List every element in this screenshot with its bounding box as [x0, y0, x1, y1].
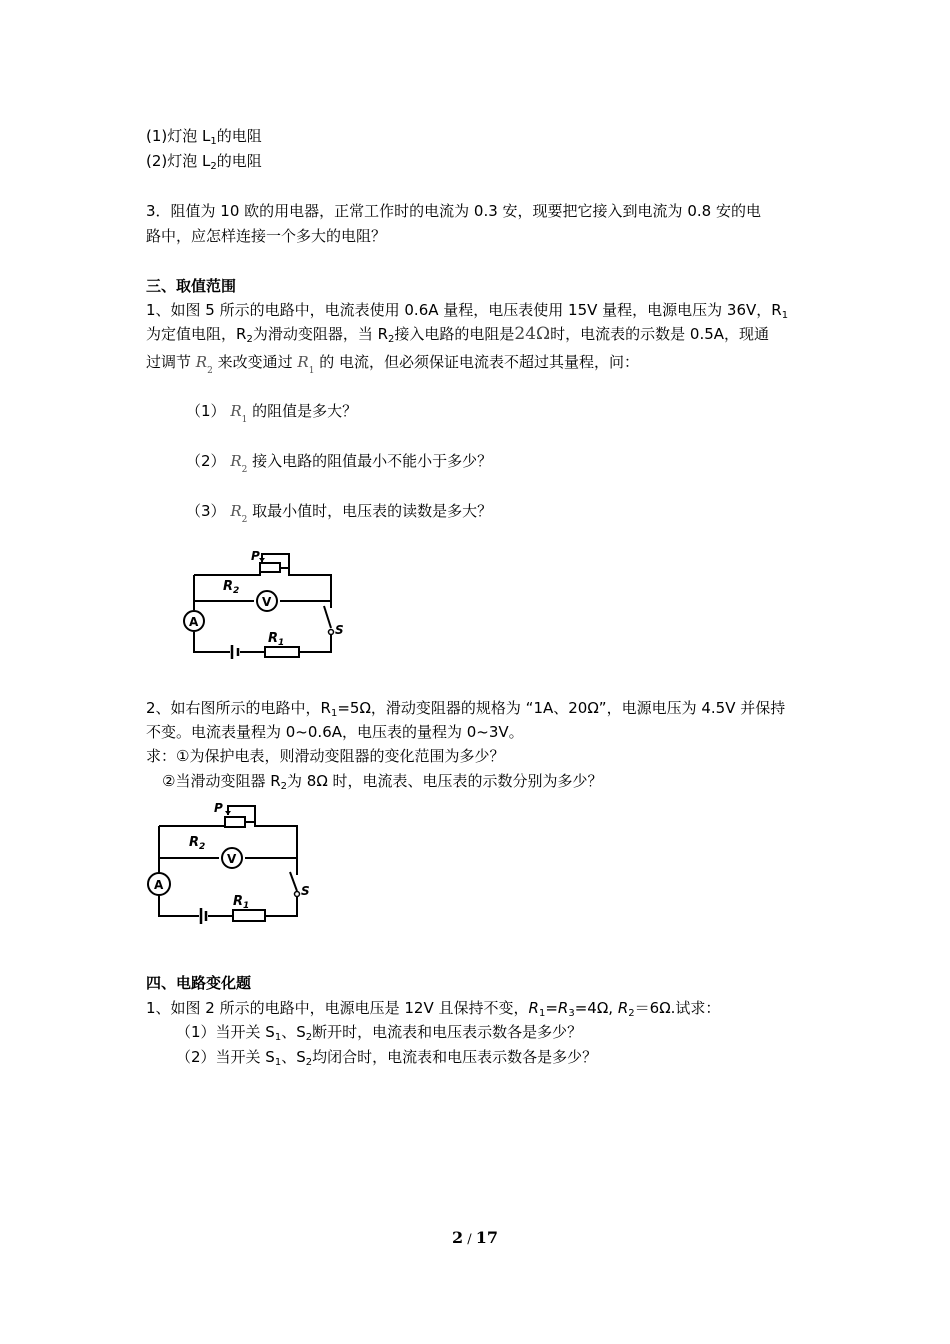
- text: 、S: [281, 1023, 306, 1041]
- var-r: R: [528, 999, 539, 1017]
- subscript: 1: [330, 708, 338, 719]
- var-r2: $R_2$: [230, 502, 248, 525]
- subscript: 2: [628, 1008, 635, 1019]
- circuit-diagram-2: [142, 800, 322, 926]
- s3-q1-sub3: [186, 500, 492, 531]
- text: =: [545, 999, 558, 1017]
- number: （2）: [186, 452, 226, 470]
- subscript: 1: [538, 1008, 546, 1019]
- number: （1）: [186, 402, 226, 420]
- text: 的阻值是多大？: [252, 402, 358, 420]
- text: （1）当开关 S: [176, 1023, 275, 1041]
- resistance-value: 24Ω: [514, 324, 551, 344]
- s4-q1-sub1: [176, 1021, 582, 1043]
- subscript: 2: [246, 334, 253, 345]
- label-a: A: [154, 878, 164, 892]
- subscript: 3: [568, 1008, 575, 1019]
- s3-q2-line2: 不变。电流表量程为 0~0.6A，电压表的量程为 0~3V。: [146, 723, 524, 741]
- text: 的 电流，但必须保证电流表不超过其量程，问：: [319, 353, 639, 371]
- text: 断开时，电流表和电压表示数各是多少？: [312, 1023, 583, 1041]
- label-a: A: [189, 615, 199, 629]
- text: (1)灯泡 L: [146, 127, 211, 145]
- sub-question-1: [146, 125, 262, 147]
- subscript: 1: [781, 310, 789, 321]
- subscript: 2: [305, 1032, 313, 1043]
- s3-q1-line2: [146, 323, 769, 345]
- s4-q1-sub2: [176, 1046, 597, 1068]
- subscript: 2: [388, 334, 395, 345]
- current-page: 2: [451, 1228, 464, 1247]
- s3-q1-sub1: [186, 400, 357, 431]
- text: 为定值电阻，R: [146, 325, 247, 343]
- text: =4Ω,: [574, 999, 618, 1017]
- text: 1、如图 5 所示的电路中，电流表使用 0.6A 量程，电压表使用 15V 量程，电源电压为 36V，R: [146, 301, 782, 319]
- subscript: 1: [274, 1057, 282, 1068]
- var-r2: $R_2$: [195, 353, 213, 376]
- question-3-line1: 3．阻值为 10 欧的用电器，正常工作时的电流为 0.3 安，现要把它接入到电流为 0.8 安的电: [146, 202, 761, 220]
- s3-q2-line1: [146, 697, 785, 719]
- page-separator: /: [463, 1232, 476, 1247]
- s3-q1-line3: [146, 351, 639, 382]
- s3-q1-sub2: [186, 450, 492, 481]
- subscript: 2: [210, 161, 217, 172]
- s3-q1-line1: [146, 299, 788, 321]
- text: 过调节: [146, 353, 192, 371]
- text: （2）当开关 S: [176, 1048, 275, 1066]
- text: ②当滑动变阻器 R: [162, 772, 281, 790]
- subscript: 1: [274, 1032, 282, 1043]
- text: 2、如右图所示的电路中，R: [146, 699, 331, 717]
- text: 为滑动变阻器，当 R: [252, 325, 389, 343]
- label-s: S: [335, 623, 344, 637]
- text: 1、如图 2 所示的电路中，电源电压是 12V 且保持不变，: [146, 999, 529, 1017]
- text: =5Ω，滑动变阻器的规格为 “1A、20Ω”，电源电压为 4.5V 并保持: [337, 699, 786, 717]
- text: 、S: [281, 1048, 306, 1066]
- text: 来改变通过: [217, 353, 293, 371]
- text: 取最小值时，电压表的读数是多大？: [252, 502, 493, 520]
- number: （3）: [186, 502, 226, 520]
- label-p: P: [251, 549, 260, 563]
- text: 时，电流表的示数是 0.5A，现通: [550, 325, 770, 343]
- s3-q2-line4: [162, 770, 603, 792]
- section-heading-circuit-change: 四、电路变化题: [146, 974, 252, 992]
- subscript: 1: [210, 136, 217, 147]
- label-r1: $R_1$: [268, 631, 285, 648]
- var-r: R: [617, 999, 629, 1017]
- var-r1: $R_1$: [297, 353, 315, 376]
- subscript: 2: [305, 1057, 313, 1068]
- text: ＝6Ω.试求：: [634, 999, 721, 1017]
- label-r1: $R_1$: [233, 894, 250, 911]
- var-r2: $R_2$: [230, 452, 248, 475]
- text: 的电阻: [216, 127, 262, 145]
- subscript: 2: [280, 781, 288, 792]
- label-r2: $R_2$: [189, 835, 206, 852]
- label-r2: $R_2$: [223, 579, 240, 596]
- page-number: [0, 1228, 950, 1247]
- text: (2)灯泡 L: [146, 152, 211, 170]
- text: 的电阻: [216, 152, 262, 170]
- label-v: V: [262, 595, 272, 609]
- label-s: S: [301, 884, 310, 898]
- text: 为 8Ω 时，电流表、电压表的示数分别为多少？: [287, 772, 603, 790]
- s3-q2-line3: 求：①为保护电表，则滑动变阻器的变化范围为多少？: [146, 747, 505, 765]
- var-r: R: [557, 999, 569, 1017]
- text: 均闭合时，电流表和电压表示数各是多少？: [312, 1048, 598, 1066]
- s4-q1-line1: [146, 997, 720, 1019]
- label-p: P: [214, 801, 223, 815]
- section-heading-range: 三、取值范围: [146, 277, 237, 295]
- sub-question-2: [146, 150, 262, 172]
- text: 接入电路的阻值最小不能小于多少？: [252, 452, 493, 470]
- label-v: V: [227, 852, 237, 866]
- text: 接入电路的电阻是: [394, 325, 515, 343]
- var-r1: $R_1$: [230, 402, 248, 425]
- question-3-line2: 路中，应怎样连接一个多大的电阻？: [146, 227, 387, 245]
- total-pages: 17: [475, 1228, 499, 1247]
- circuit-diagram-1: [176, 548, 356, 664]
